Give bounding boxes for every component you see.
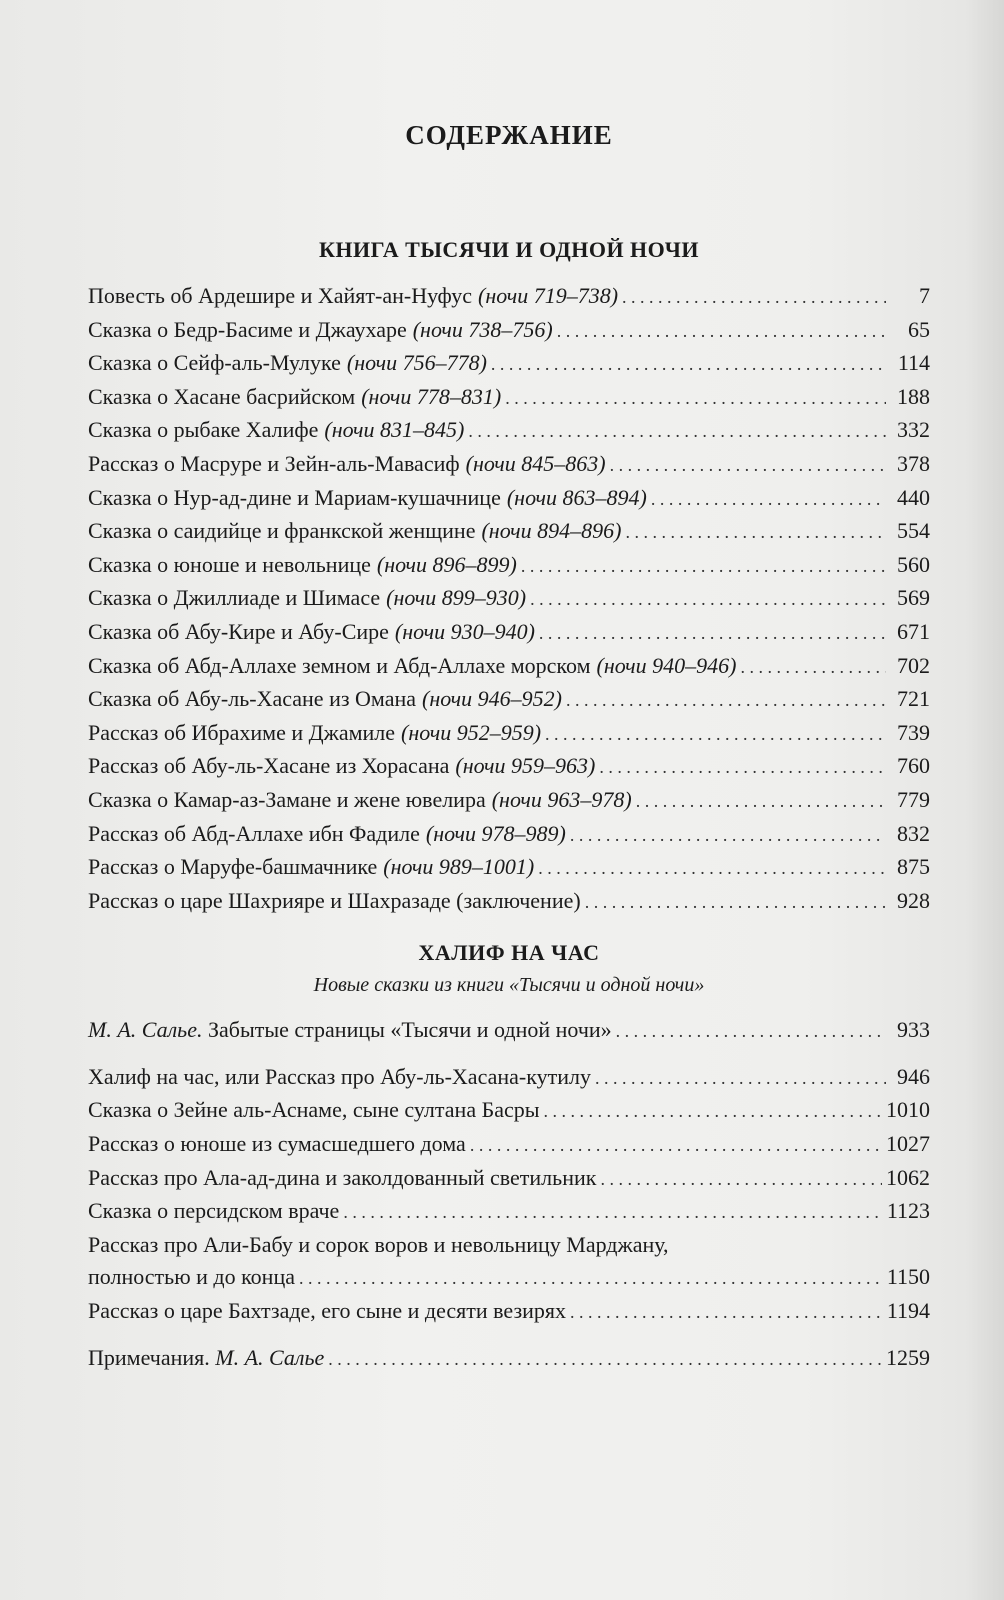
entry-page: 7: [919, 283, 930, 308]
toc-entry: [88, 482, 930, 516]
toc-entry: [88, 381, 930, 415]
leader-dots: [616, 1015, 886, 1048]
entry-page: 779: [897, 786, 930, 812]
entry-page: 1259: [886, 1344, 930, 1370]
entry-page: 739: [897, 719, 930, 745]
entry-title: Сказка о юноше и невольнице: [88, 551, 371, 577]
spacer: [88, 1048, 930, 1061]
toc-entry: [88, 1061, 930, 1095]
entry-title: Рассказ о Маруфе-башмачнике: [88, 854, 378, 880]
leader-dots: [468, 415, 886, 448]
entry-nights: (ночи 959–963): [455, 753, 596, 779]
entry-page: 928: [897, 887, 930, 913]
leader-dots: [585, 886, 886, 919]
entry-page: 1194: [886, 1298, 930, 1324]
entry-page: 440: [897, 484, 930, 510]
section-subtitle: Новые сказки из книги «Тысячи и одной ночи»: [313, 974, 705, 997]
entry-title: Сказка об Абу-ль-Хасане из Омана: [88, 686, 417, 712]
toc-entry-intro: [88, 1014, 930, 1048]
entry-author: М. А. Салье: [215, 1344, 325, 1370]
toc-entry-notes: [88, 1342, 930, 1376]
entry-page: 114: [897, 350, 930, 376]
entry-title: Рассказ о Масруре и Зейн-аль-Мавасиф: [88, 450, 460, 476]
section-title-1001-nights: КНИГА ТЫСЯЧИ И ОДНОЙ НОЧИ: [318, 237, 699, 262]
entry-page: 832: [897, 820, 930, 846]
toc-entry: [88, 784, 930, 818]
entry-page: 702: [897, 652, 930, 678]
toc-entry: [88, 1195, 930, 1229]
entry-page: 1010: [886, 1097, 930, 1123]
toc-entry: [88, 1094, 930, 1128]
toc-entry: [88, 750, 930, 784]
leader-dots: [600, 1163, 882, 1196]
entry-page: 1150: [886, 1264, 930, 1290]
entry-title: Сказка о рыбаке Халифе: [88, 417, 319, 443]
section-1-entries: [88, 280, 930, 918]
entry-page: 554: [897, 518, 930, 544]
entry-nights: (ночи 899–930): [386, 585, 527, 611]
entry-title: Рассказ об Ибрахиме и Джамиле: [88, 719, 396, 745]
entry-title: Рассказ про Ала-ад-дина и заколдованный светильник: [88, 1164, 597, 1190]
entry-page: 875: [897, 854, 930, 880]
entry-page: 378: [897, 450, 930, 476]
entry-title: Сказка о Нур-ад-дине и Мариам-кушачнице: [88, 484, 501, 510]
leader-dots: [610, 449, 886, 482]
entry-page: 65: [908, 316, 930, 342]
table-of-contents: [88, 120, 930, 1375]
page-title: СОДЕРЖАНИЕ: [405, 120, 613, 150]
entry-nights: (ночи 940–946): [596, 652, 737, 678]
section-title-caliph: ХАЛИФ НА ЧАС: [418, 940, 600, 966]
entry-page: 1027: [886, 1131, 930, 1157]
entry-page: 560: [897, 551, 930, 577]
toc-entry: [88, 280, 930, 314]
entry-title: Сказка о Сейф-аль-Мулуке: [88, 350, 341, 376]
leader-dots: [651, 483, 886, 516]
toc-entry: [88, 314, 930, 348]
entry-title: Забытые страницы «Тысячи и одной ночи»: [207, 1017, 612, 1043]
leader-dots: [544, 1095, 882, 1128]
toc-entry: [88, 414, 930, 448]
leader-dots: [470, 1129, 882, 1162]
entry-nights: (ночи 963–978): [491, 786, 632, 812]
toc-entry-wrapped-line1: Рассказ про Али-Бабу и сорок воров и невольницу Марджану,: [88, 1231, 669, 1257]
toc-entry: [88, 885, 930, 919]
entry-title: Рассказ об Абд-Аллахе ибн Фадиле: [88, 820, 420, 846]
entry-title: Примечания.: [88, 1344, 210, 1370]
leader-dots: [328, 1343, 882, 1376]
entry-page: 188: [897, 383, 930, 409]
entry-title: Сказка об Абу-Кире и Абу-Сире: [88, 618, 389, 644]
entry-page: 332: [897, 417, 930, 443]
leader-dots: [530, 583, 886, 616]
entry-nights: (ночи 896–899): [376, 551, 517, 577]
leader-dots: [491, 348, 886, 381]
leader-dots: [636, 785, 886, 818]
entry-nights: (ночи 719–738): [478, 283, 619, 308]
entry-page: 671: [897, 618, 930, 644]
entry-title: полностью и до конца: [88, 1264, 295, 1290]
entry-nights: (ночи 831–845): [324, 417, 465, 443]
leader-dots: [625, 516, 886, 549]
toc-entry: [88, 515, 930, 549]
entry-page: 1062: [886, 1164, 930, 1190]
entry-page: 1123: [886, 1198, 930, 1224]
toc-entry: [88, 1162, 930, 1196]
entry-nights: (ночи 894–896): [481, 518, 622, 544]
toc-entry: [88, 448, 930, 482]
entry-title: Сказка о Зейне аль-Аснаме, сыне султана Басры: [88, 1097, 540, 1123]
leader-dots: [545, 718, 886, 751]
leader-dots: [570, 1296, 883, 1329]
toc-entry: [88, 717, 930, 751]
leader-dots: [599, 751, 886, 784]
entry-title: Рассказ о царе Бахтзаде, его сыне и десяти везирях: [88, 1298, 567, 1324]
entry-nights: (ночи 778–831): [361, 383, 502, 409]
leader-dots: [539, 617, 886, 650]
entry-title: Сказка о Хасане басрийском: [88, 383, 356, 409]
entry-title: Сказка о персидском враче: [88, 1198, 340, 1224]
leader-dots: [505, 382, 886, 415]
toc-entry: [88, 851, 930, 885]
toc-entry: [88, 1128, 930, 1162]
leader-dots: [741, 651, 886, 684]
entry-page: 760: [897, 753, 930, 779]
leader-dots: [343, 1196, 882, 1229]
toc-entry-wrapped-line2: [88, 1261, 930, 1295]
entry-page: 721: [897, 686, 930, 712]
leader-dots: [538, 852, 886, 885]
entry-nights: (ночи 845–863): [465, 450, 606, 476]
toc-entry: [88, 549, 930, 583]
entry-title: Сказка о Бедр-Басиме и Джаухаре: [88, 316, 407, 342]
entry-nights: (ночи 756–778): [346, 350, 487, 376]
entry-nights: (ночи 946–952): [422, 686, 563, 712]
entry-title: Рассказ о юноше из сумасшедшего дома: [88, 1131, 466, 1157]
entry-title: Сказка об Абд-Аллахе земном и Абд-Аллахе морском: [88, 652, 591, 678]
entry-title: Рассказ об Абу-ль-Хасане из Хорасана: [88, 753, 450, 779]
entry-page: 933: [897, 1017, 930, 1043]
toc-entry: [88, 616, 930, 650]
leader-dots: [299, 1262, 883, 1295]
entry-title: Рассказ о царе Шахрияре и Шахразаде (заключение): [88, 887, 581, 913]
entry-title: Халиф на час, или Рассказ про Абу-ль-Хасана-кутилу: [88, 1063, 591, 1089]
entry-title: Сказка о саидийце и франкской женщине: [88, 518, 476, 544]
toc-entry: [88, 818, 930, 852]
section-2-entries: [88, 1061, 930, 1229]
entry-nights: (ночи 978–989): [425, 820, 566, 846]
entry-nights: (ночи 863–894): [506, 484, 647, 510]
entry-author: М. А. Салье.: [88, 1017, 203, 1043]
entry-title: Сказка о Камар-аз-Замане и жене ювелира: [88, 786, 486, 812]
entry-nights: (ночи 930–940): [394, 618, 535, 644]
spacer: [88, 1329, 930, 1342]
entry-title: Повесть об Ардешире и Хайят-ан-Нуфус: [88, 283, 473, 308]
leader-dots: [566, 684, 886, 717]
toc-entry: [88, 650, 930, 684]
entry-page: 569: [897, 585, 930, 611]
leader-dots: [557, 315, 886, 348]
leader-dots: [521, 550, 886, 583]
toc-entry-last: [88, 1295, 930, 1329]
entry-nights: (ночи 952–959): [401, 719, 542, 745]
entry-nights: (ночи 989–1001): [383, 854, 535, 880]
leader-dots: [622, 281, 886, 314]
entry-title: Сказка о Джиллиаде и Шимасе: [88, 585, 381, 611]
entry-page: 946: [897, 1063, 930, 1089]
entry-nights: (ночи 738–756): [412, 316, 553, 342]
toc-entry: [88, 347, 930, 381]
toc-entry: [88, 683, 930, 717]
leader-dots: [570, 819, 886, 852]
leader-dots: [595, 1062, 886, 1095]
toc-entry: [88, 582, 930, 616]
